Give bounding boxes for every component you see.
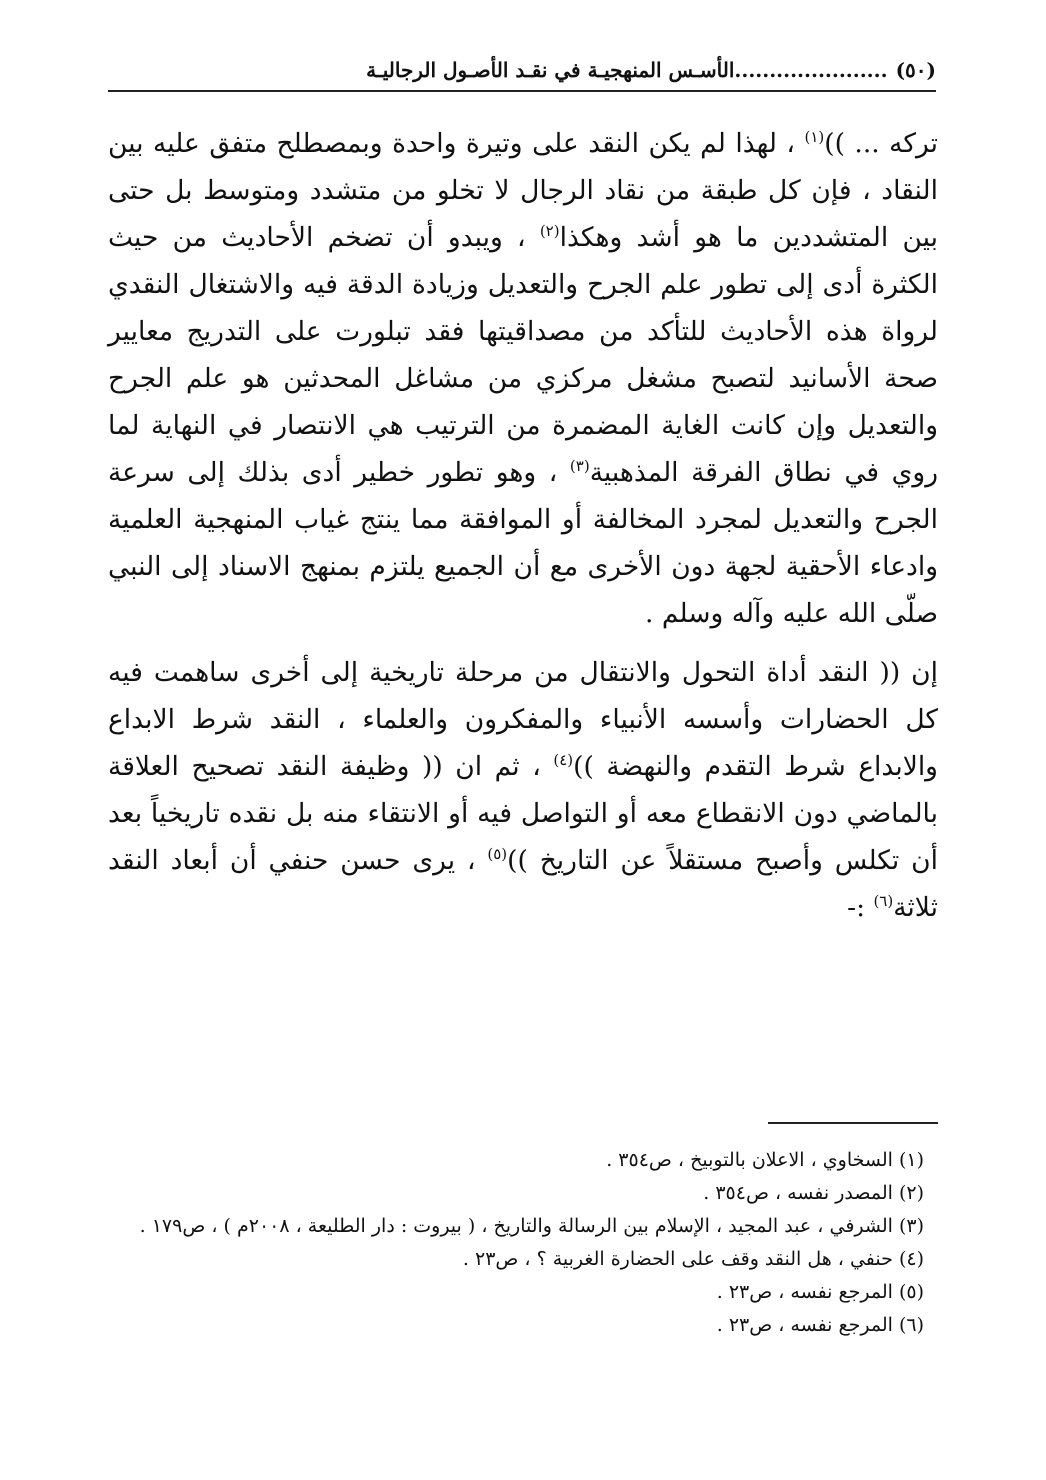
- footnote-ref-5: (٥): [487, 845, 508, 864]
- text-run: ، وهو تطور خطير أدى بذلك إلى سرعة الجرح والتعديل لمجرد المخالفة أو الموافقة مما ينتج غياب المنهجية العلمية وادعاء الأحقية لجهة دون الأخرى مع أن الجميع يلتزم بمنهج الاسناد إلى النبي صلّى الله عليه وآله وسلم .: [108, 457, 938, 629]
- footnote-1: (١) السخاوي ، الاعلان بالتوبيخ ، ص٣٥٤ .: [606, 1149, 924, 1171]
- footnote-ref-3: (٣): [569, 457, 590, 476]
- running-title: الأسـس المنهجيـة في نقـد الأصـول الرجاليـة: [366, 58, 735, 82]
- footnote-5: (٥) المرجع نفسه ، ص٢٣ .: [716, 1281, 924, 1303]
- text-run: ، ثم ان (( وظيفة النقد تصحيح العلاقة بالماضي دون الانقطاع معه أو التواصل فيه أو الانتقاء منه بل نقده تاريخياً بعد أن تكلس وأصبح مستقلاً عن التاريخ )): [108, 751, 938, 876]
- footnote-ref-6: (٦): [873, 892, 894, 911]
- footnote-ref-4: (٤): [553, 751, 574, 770]
- paragraph-2: [108, 649, 938, 931]
- footnotes-section: [108, 1122, 938, 1342]
- paragraph-1: [108, 120, 938, 637]
- footnote-separator: [768, 1122, 938, 1124]
- footnote-ref-1: (١): [804, 128, 825, 147]
- text-run: :-: [847, 892, 874, 923]
- header-dots: ......................: [734, 58, 888, 82]
- footnote-2: (٢) المصدر نفسه ، ص٣٥٤ .: [703, 1182, 924, 1204]
- page-number: (٥٠): [895, 58, 936, 82]
- page-header: [108, 50, 936, 92]
- footnote-3: (٣) الشرفي ، عبد المجيد ، الإسلام بين الرسالة والتاريخ ، ( بيروت : دار الطليعة ، ٢٠٠٨م ) ، ص١٧٩ .: [139, 1215, 924, 1237]
- text-run: إن (( النقد أداة التحول والانتقال من مرحلة تاريخية إلى أخرى ساهمت فيه كل الحضارات وأسسه الأنبياء والمفكرون والعلماء ، النقد شرط الابداع والابداع شرط التقدم والنهضة )): [108, 657, 938, 782]
- text-run: ، يرى حسن حنفي أن أبعاد النقد ثلاثة: [108, 845, 938, 923]
- text-run: ، لهذا لم يكن النقد على وتيرة واحدة وبمصطلح متفق عليه بين النقاد ، فإن كل طبقة من نقاد الرجال لا تخلو من متشدد ومتوسط بل حتى بين المتشددين ما هو أشد وهكذا: [108, 128, 938, 253]
- main-text: [108, 120, 938, 931]
- text-run: ، ويبدو أن تضخم الأحاديث من حيث الكثرة أدى إلى تطور علم الجرح والتعديل وزيادة الدقة فيه والاشتغال النقدي لرواة هذه الأحاديث للتأكد من مصداقيتها فقد تبلورت على التدريج معايير صحة الأسانيد لتصبح مشغل مركزي من مشاغل المحدثين هو علم الجرح والتعديل وإن كانت الغاية المضمرة من الترتيب هي الانتصار في النهاية لما روي في نطاق الفرقة المذهبية: [108, 222, 938, 488]
- footnote-4: (٤) حنفي ، هل النقد وقف على الحضارة الغربية ؟ ، ص٢٣ .: [462, 1248, 924, 1270]
- footnote-ref-2: (٢): [539, 222, 560, 241]
- text-run: تركه ... )): [824, 128, 938, 159]
- footnote-6: (٦) المرجع نفسه ، ص٢٣ .: [716, 1314, 924, 1336]
